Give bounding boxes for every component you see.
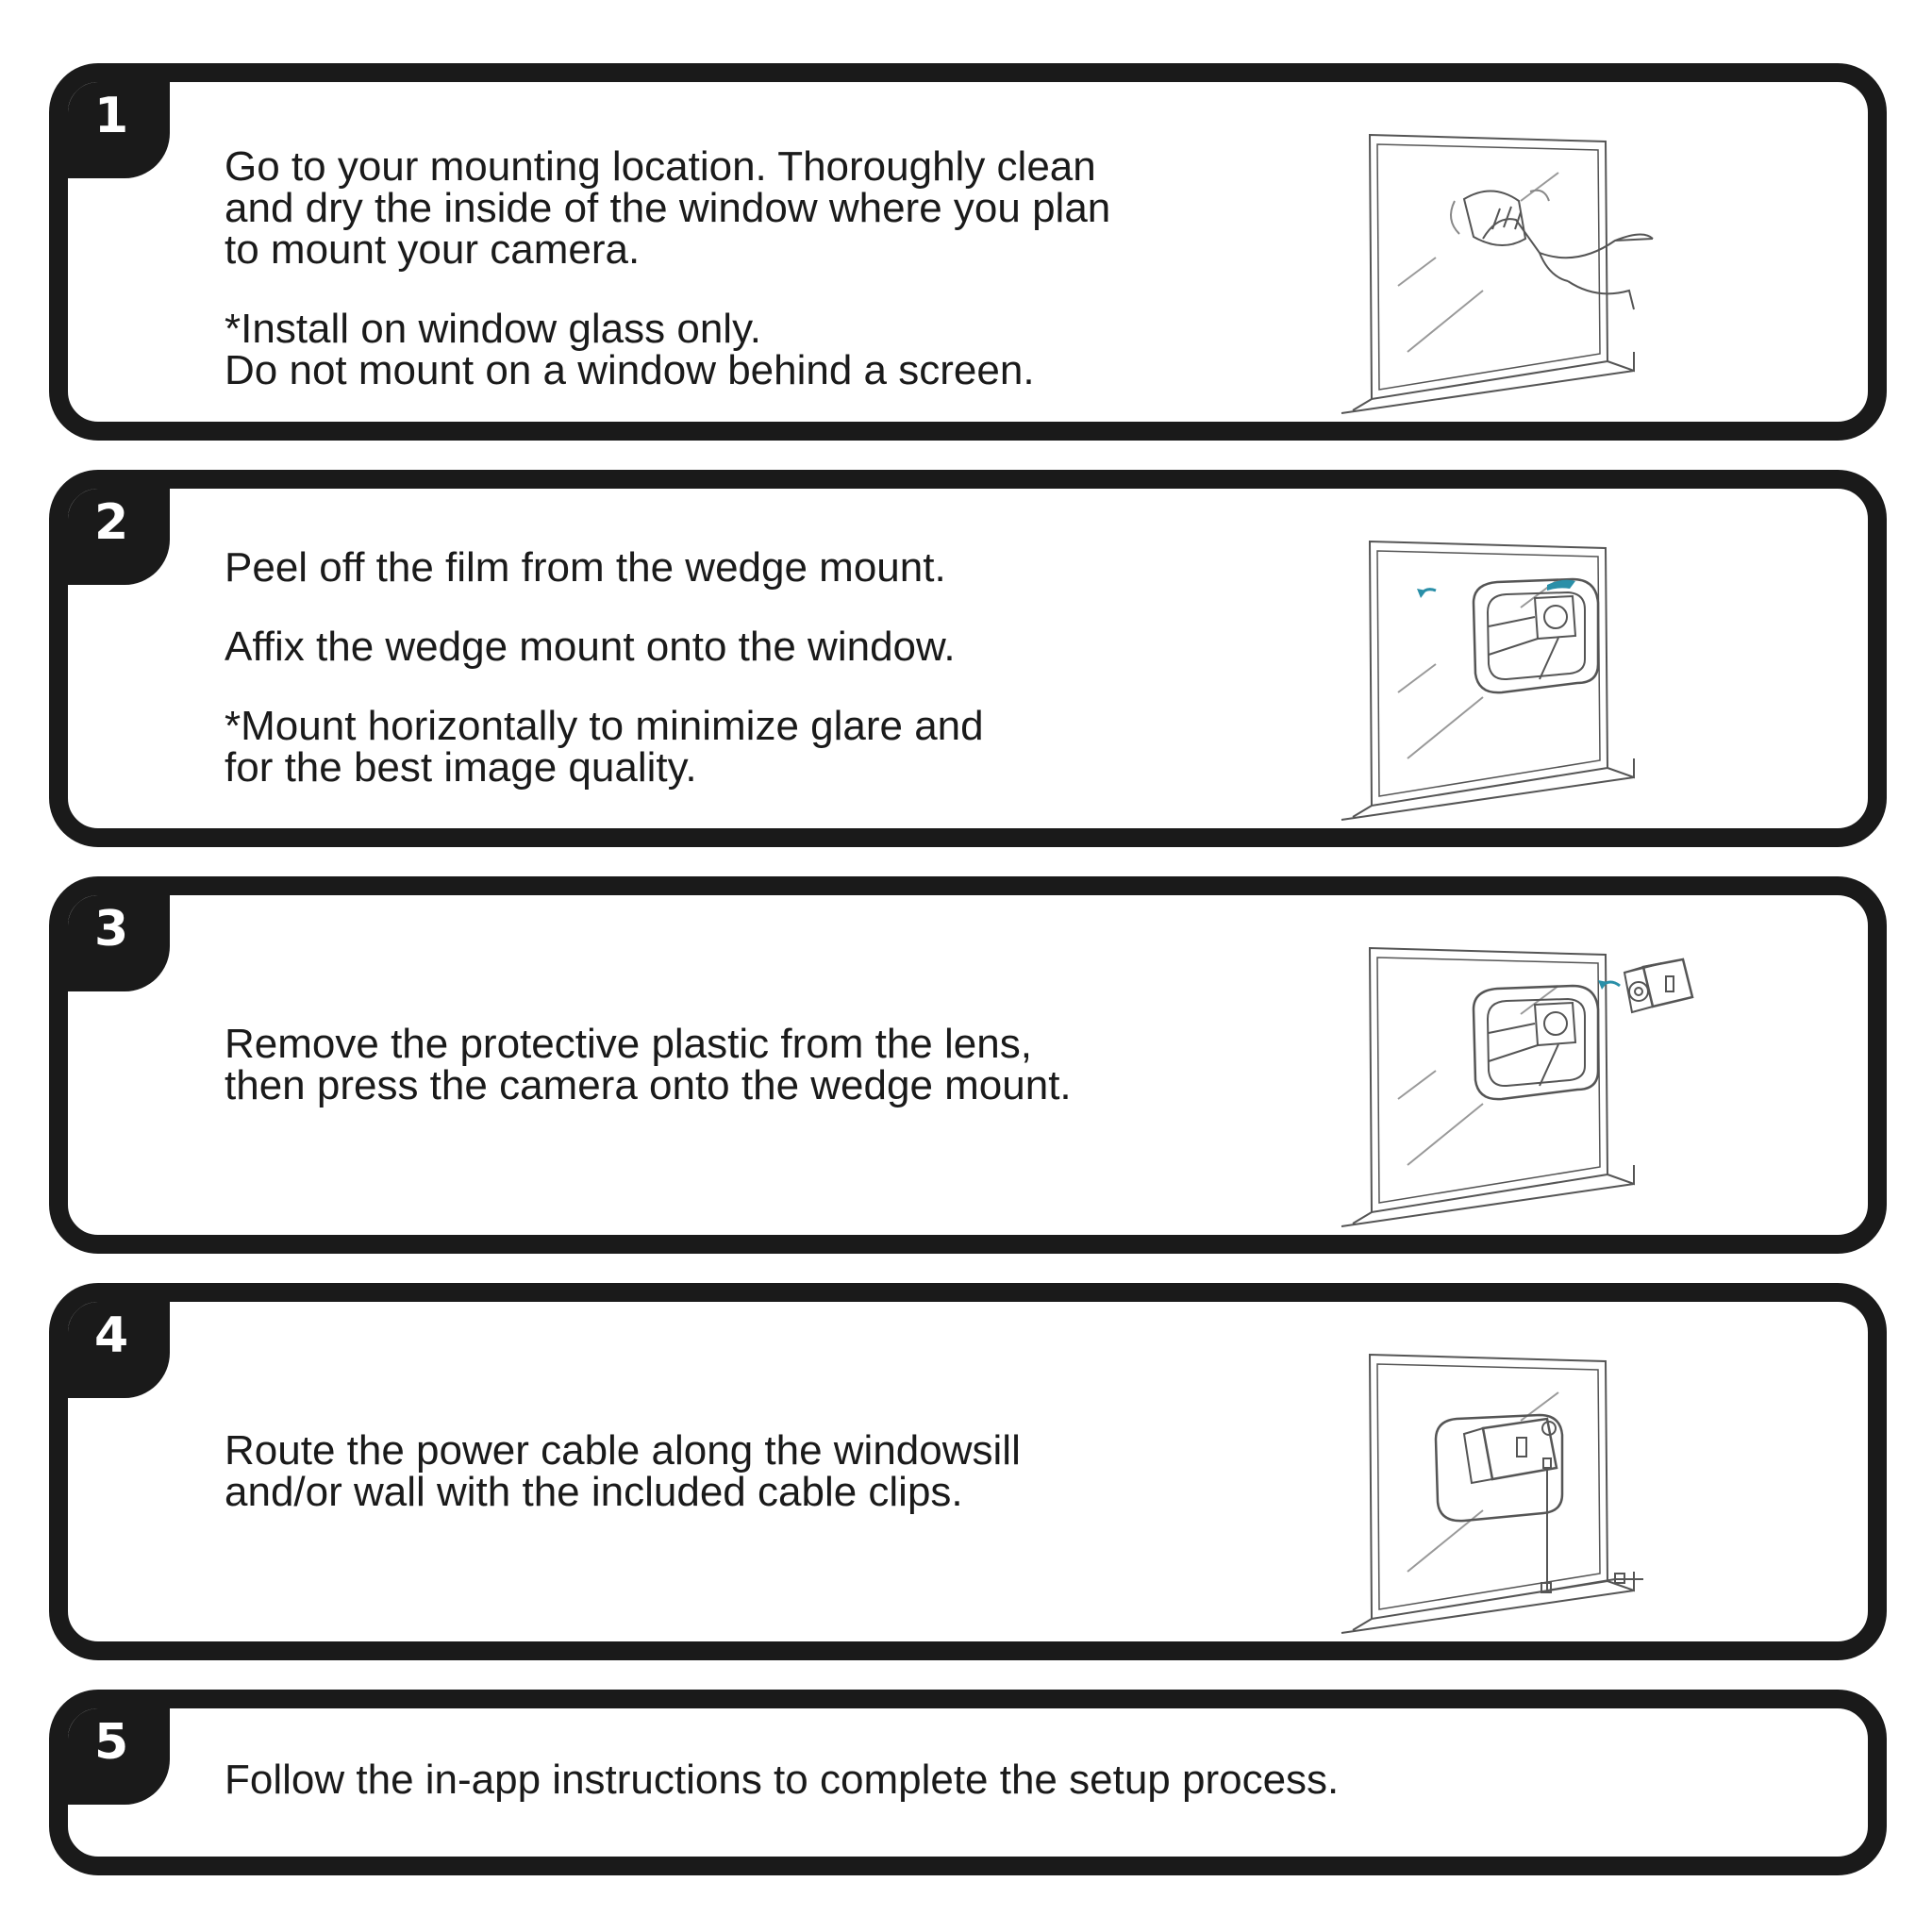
step-paragraph: Route the power cable along the windowsill and/or wall with the included cable clips. [225, 1427, 1021, 1515]
step-card-3 [49, 876, 1887, 1254]
step-text [225, 1427, 1264, 1515]
window-cleaning-illustration [1332, 97, 1747, 418]
step-number-badge: 1 [66, 80, 170, 178]
step-note: *Mount horizontally to minimize glare and for the best image quality. [225, 703, 984, 791]
step-paragraph: Peel off the film from the wedge mount. [225, 544, 946, 591]
step-card-2 [49, 470, 1887, 847]
step-text [225, 143, 1264, 393]
step-card-1 [49, 63, 1887, 441]
wedge-mount-illustration [1332, 504, 1747, 824]
step-paragraph: Go to your mounting location. Thoroughly clean and dry the inside of the window where you plan to mount your camera. [225, 143, 1111, 273]
attach-camera-illustration [1332, 910, 1747, 1231]
step-card-4 [49, 1283, 1887, 1660]
cable-routing-illustration [1332, 1317, 1747, 1638]
step-number-badge: 5 [66, 1707, 170, 1805]
step-paragraph: Affix the wedge mount onto the window. [225, 624, 956, 670]
step-paragraph: Remove the protective plastic from the lens, then press the camera onto the wedge mount. [225, 1021, 1072, 1108]
step-text [225, 1759, 1755, 1801]
step-text [225, 1021, 1264, 1108]
step-number-badge: 3 [66, 893, 170, 991]
step-card-5 [49, 1690, 1887, 1875]
step-text [225, 544, 1264, 791]
step-note: *Install on window glass only. Do not mount on a window behind a screen. [225, 306, 1035, 393]
step-number-badge: 2 [66, 487, 170, 585]
step-number-badge: 4 [66, 1300, 170, 1398]
step-paragraph: Follow the in-app instructions to complete the setup process. [225, 1757, 1340, 1803]
